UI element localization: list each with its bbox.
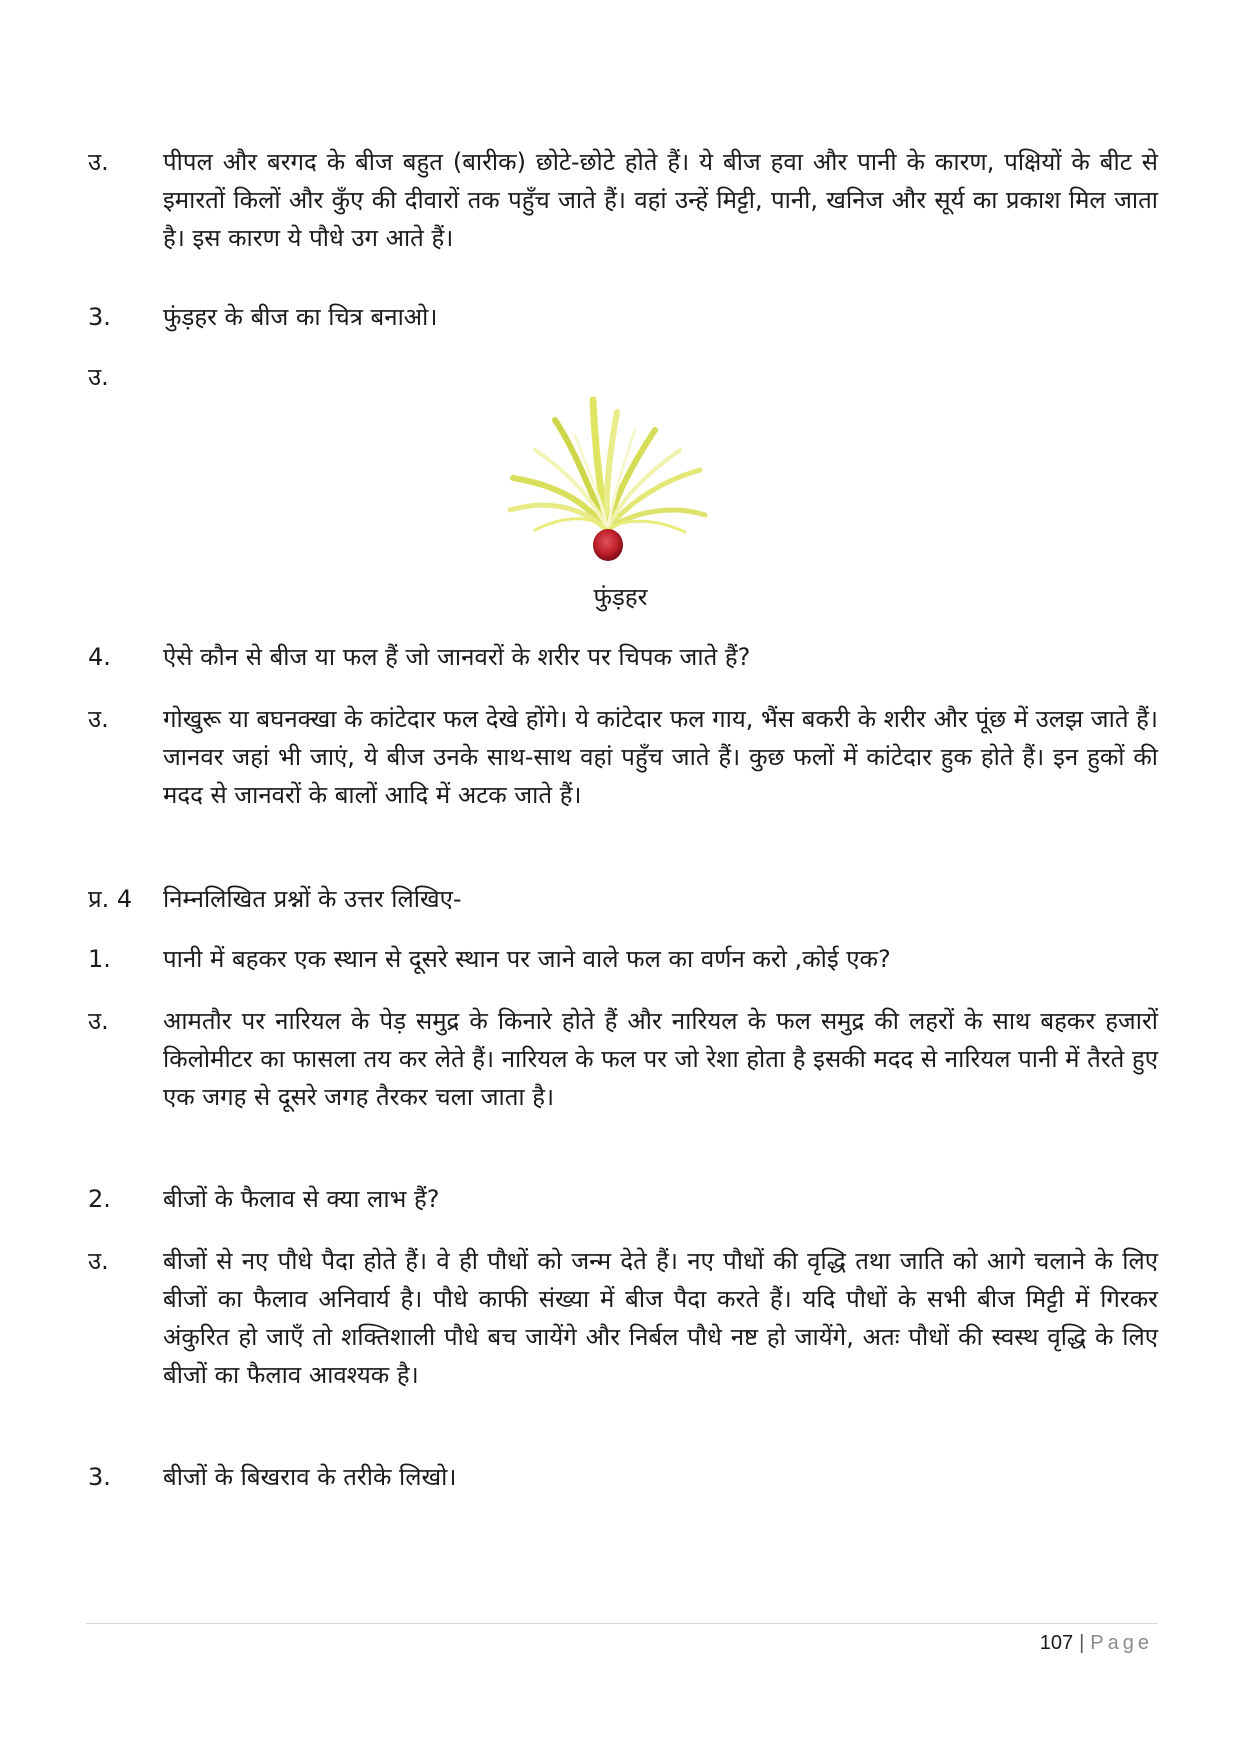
seed-hairs: [510, 400, 705, 532]
question-number: 2.: [88, 1185, 111, 1213]
footer-divider: [86, 1623, 1158, 1624]
question-text: बीजों के फैलाव से क्या लाभ हैं?: [163, 1185, 440, 1213]
answer-4: [88, 700, 1158, 814]
page-word: Page: [1090, 1632, 1153, 1654]
question-number: 1.: [88, 945, 111, 973]
question-3: [88, 298, 1158, 336]
answer-text: बीजों से नए पौधे पैदा होते हैं। वे ही पौधों को जन्म देते हैं। नए पौधों की वृद्धि तथा जाति को आगे चलाने के लिए बीजों का फैलाव अनिवार्य है। पौधे काफी संख्या में बीज पैदा करते हैं। यदि पौधों के सभी बीज मिट्टी में गिरकर अंकुरित हो जाएँ तो शक्तिशाली पौधे बच जायेंगे और निर्बल पौधे नष्ट हो जायेंगे, अतः पौधों की स्वस्थ वृद्धि के लिए बीजों का फैलाव आवश्यक है।: [163, 1247, 1158, 1389]
page-footer: [1040, 1628, 1153, 1658]
question-4: [88, 638, 1158, 676]
answer-peepal-banyan: [88, 143, 1158, 257]
section-4-answer-2: [88, 1242, 1158, 1394]
question-number: 3.: [88, 303, 111, 331]
section-4-answer-1: [88, 1002, 1158, 1116]
answer-label: उ.: [88, 363, 109, 391]
question-number: 3.: [88, 1463, 111, 1491]
answer-label: उ.: [88, 148, 109, 176]
answer-label: उ.: [88, 705, 109, 733]
answer-label: उ.: [88, 1007, 109, 1035]
question-text: पानी में बहकर एक स्थान से दूसरे स्थान पर जाने वाले फल का वर्णन करो ,कोई एक?: [163, 945, 891, 973]
section-label: प्र. 4: [88, 885, 133, 913]
figure-caption: फुंड़हर: [593, 583, 648, 611]
question-text: ऐसे कौन से बीज या फल हैं जो जानवरों के शरीर पर चिपक जाते हैं?: [163, 643, 751, 671]
section-4-question-3: [88, 1458, 1158, 1496]
footer-separator: |: [1079, 1632, 1085, 1654]
fundhar-seed-illustration: [505, 390, 715, 570]
question-text: बीजों के बिखराव के तरीके लिखो।: [163, 1463, 457, 1491]
answer-text: पीपल और बरगद के बीज बहुत (बारीक) छोटे-छोटे होते हैं। ये बीज हवा और पानी के कारण, पक्षियों के बीट से इमारतों किलों और कुँए की दीवारों तक पहुँच जाते हैं। वहां उन्हें मिट्टी, पानी, खनिज और सूर्य का प्रकाश मिल जाता है। इस कारण ये पौधे उग आते हैं।: [163, 148, 1158, 252]
section-4-heading: [88, 880, 1158, 918]
question-number: 4.: [88, 643, 111, 671]
seed-body: [593, 529, 623, 561]
section-text: निम्नलिखित प्रश्नों के उत्तर लिखिए-: [163, 885, 462, 913]
section-4-question-1: [88, 940, 1158, 978]
section-4-question-2: [88, 1180, 1158, 1218]
question-text: फुंड़हर के बीज का चित्र बनाओ।: [163, 303, 438, 331]
answer-label: उ.: [88, 1247, 109, 1275]
page-number: 107: [1039, 1632, 1074, 1654]
answer-text: गोखुरू या बघनक्खा के कांटेदार फल देखे होंगे। ये कांटेदार फल गाय, भैंस बकरी के शरीर और पूंछ में उलझ जाते हैं। जानवर जहां भी जाएं, ये बीज उनके साथ-साथ वहां पहुँच जाते हैं। कुछ फलों में कांटेदार हुक होते हैं। इन हुकों की मदद से जानवरों के बालों आदि में अटक जाते हैं।: [163, 705, 1158, 809]
answer-text: आमतौर पर नारियल के पेड़ समुद्र के किनारे होते हैं और नारियल के फल समुद्र की लहरों के साथ बहकर हजारों किलोमीटर का फासला तय कर लेते हैं। नारियल के फल पर जो रेशा होता है इसकी मदद से नारियल पानी में तैरते हुए एक जगह से दूसरे जगह तैरकर चला जाता है।: [163, 1007, 1158, 1111]
